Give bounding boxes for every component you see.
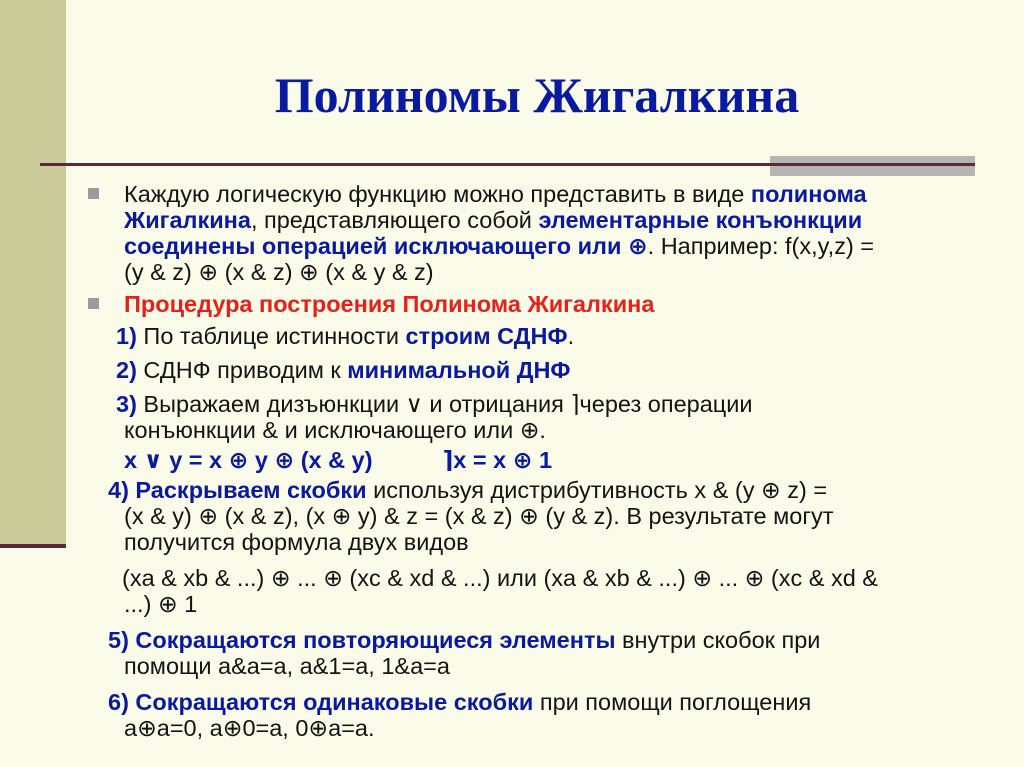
step-4-line-2 xyxy=(124,503,1006,529)
text-span: СДНФ приводим к xyxy=(136,357,348,383)
text-span: (x & y) ⊕ (x & z), (x ⊕ y) & z = (x & z) ⊕ (y & z). В результате могут xyxy=(124,503,834,529)
text-span: внутри скобок при xyxy=(615,627,821,653)
step-5-continued xyxy=(124,653,1006,679)
text-line xyxy=(124,181,1006,207)
step-3 xyxy=(116,391,1006,417)
step-3-formula xyxy=(124,447,1006,473)
step-5 xyxy=(108,627,1006,653)
step-6 xyxy=(108,689,1006,715)
formula-disjunction: x ∨ y = x ⊕ y ⊕ (x & y) xyxy=(124,447,373,473)
highlight-text: элементарные конъюнкции xyxy=(538,207,863,233)
text-span: . Например: f(x,y,z) = xyxy=(647,233,875,259)
text-span: используя дистрибутивность x & (y ⊕ z) = xyxy=(366,477,828,503)
text-line xyxy=(124,259,1006,285)
text-span: . xyxy=(567,323,575,349)
highlight-text: 4) Раскрываем скобки xyxy=(108,477,367,503)
step-number: 3) xyxy=(116,391,137,417)
text-span: , представляющего собой xyxy=(250,207,539,233)
step-3-continued xyxy=(124,417,1006,443)
left-decor-line xyxy=(0,544,66,548)
text-span: Каждую логическую функцию можно представить в виде xyxy=(124,181,751,207)
highlight-text: соединены операцией исключающего или ⊕ xyxy=(124,233,648,259)
slide-content xyxy=(86,181,1006,741)
formula-forms-continued xyxy=(124,591,1006,617)
procedure-heading: Процедура построения Полинома Жигалкина xyxy=(124,291,655,317)
bullet-square-icon xyxy=(88,188,99,199)
text-line xyxy=(124,207,1006,233)
formula-forms xyxy=(122,565,1006,591)
highlight-text: Жигалкина xyxy=(124,207,251,233)
step-4-line-3 xyxy=(124,529,1006,555)
slide-title: Полиномы Жигалкина xyxy=(274,67,800,123)
highlight-text: 5) Сокращаются повторяющиеся элементы xyxy=(108,627,616,653)
text-span: ...) ⊕ 1 xyxy=(124,591,198,617)
highlight-text: минимальной ДНФ xyxy=(347,357,571,383)
highlight-text: полинома xyxy=(750,181,867,207)
title-rule-shadow xyxy=(770,156,975,176)
text-span: конъюнкции & и исключающего или ⊕. xyxy=(124,417,546,443)
text-span: при помощи поглощения xyxy=(533,689,812,715)
step-number: 1) xyxy=(116,323,137,349)
text-span: помощи a&a=a, a&1=a, 1&a=a xyxy=(124,653,450,679)
step-4 xyxy=(108,477,1006,503)
formula-negation: ⌉x = x ⊕ 1 xyxy=(442,447,553,473)
step-number: 2) xyxy=(116,357,137,383)
step-6-continued xyxy=(124,715,1006,741)
highlight-text: строим СДНФ xyxy=(405,323,568,349)
formula-example: (y & z) ⊕ (x & z) ⊕ (x & y & z) xyxy=(124,259,434,285)
text-span: a⊕a=0, a⊕0=a, 0⊕a=a. xyxy=(124,715,375,741)
bullet-item-definition xyxy=(86,181,1006,285)
title-rule xyxy=(40,163,975,166)
text-span: (xa & xb & ...) ⊕ ... ⊕ (xc & xd & ...) или (xa & xb & ...) ⊕ ... ⊕ (xc & xd & xyxy=(122,565,878,591)
step-2 xyxy=(116,357,1006,383)
text-span: Выражаем дизъюнкции ∨ и отрицания ⌉через операции xyxy=(136,391,753,417)
text-span: получится формула двух видов xyxy=(124,529,469,555)
highlight-text: 6) Сокращаются одинаковые скобки xyxy=(108,689,534,715)
bullet-item-procedure xyxy=(86,291,1006,317)
text-line xyxy=(124,233,1006,259)
text-span: По таблице истинности xyxy=(136,323,406,349)
bullet-square-icon xyxy=(88,298,99,309)
step-1 xyxy=(116,323,1006,349)
